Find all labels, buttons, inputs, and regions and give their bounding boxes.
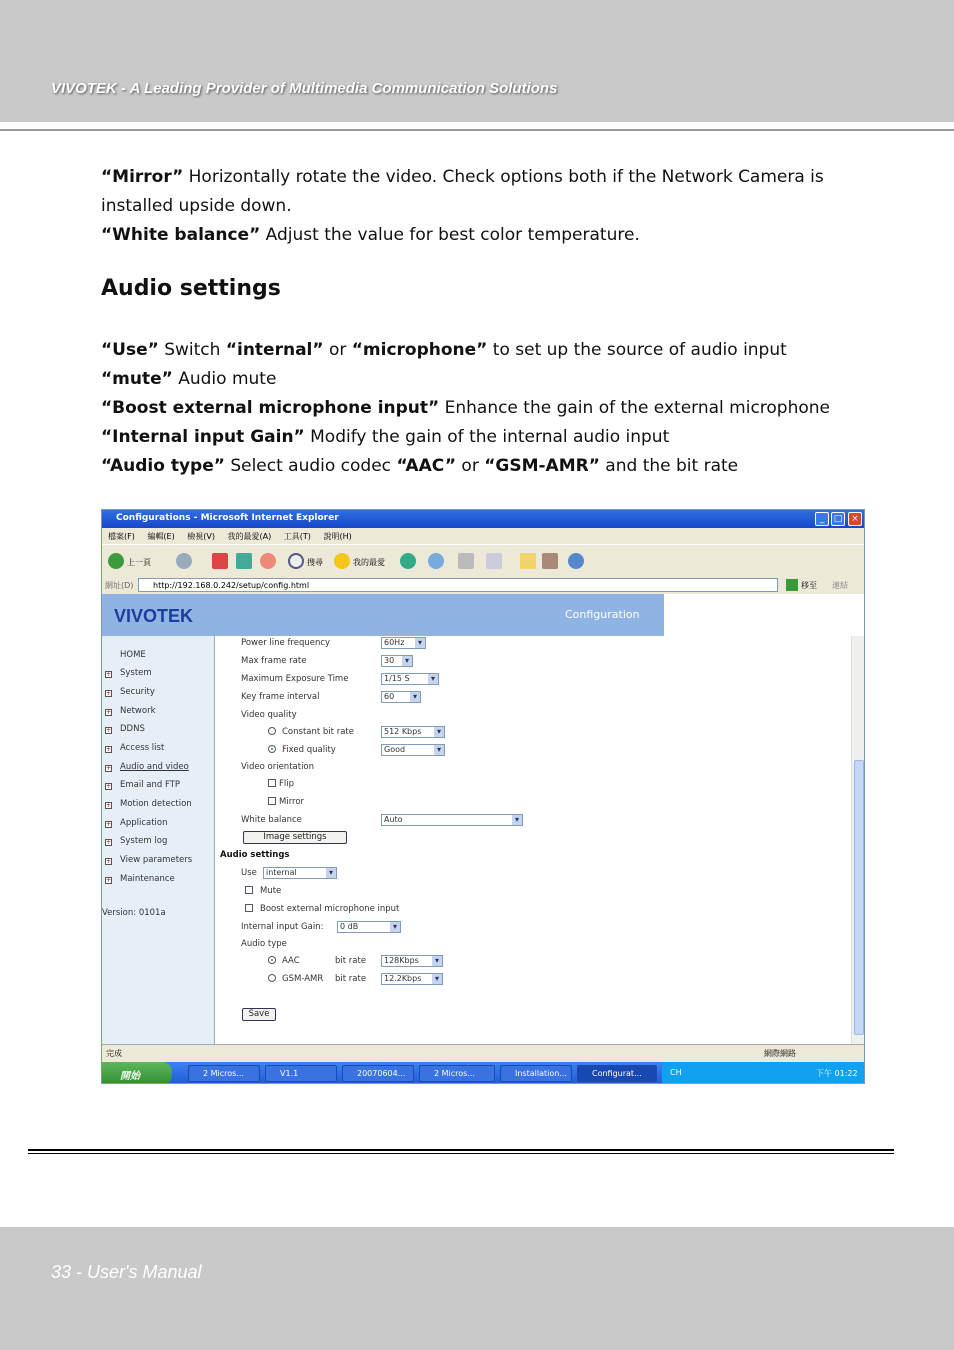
footer-page-label: 33 - User's Manual — [51, 1262, 202, 1282]
close-button[interactable]: × — [848, 512, 862, 526]
messenger-icon[interactable] — [568, 553, 584, 569]
mail-icon[interactable] — [428, 553, 444, 569]
mirror-whitebalance-text — [101, 163, 871, 250]
nav-motion[interactable]: Motion detection — [120, 799, 192, 809]
status-bar — [102, 1044, 865, 1062]
nav-network[interactable]: Network — [120, 706, 156, 716]
section-heading: Audio settings — [101, 276, 281, 301]
nav-access-list[interactable]: Access list — [120, 743, 165, 753]
term-boost: “Boost external microphone input” — [101, 398, 440, 418]
term-gain: “Internal input Gain” — [101, 427, 305, 447]
text-use-2: or — [323, 340, 352, 360]
menu-help[interactable]: 說明(H) — [323, 532, 352, 541]
nav-ddns[interactable]: DDNS — [120, 724, 145, 734]
term-internal: “internal” — [225, 340, 324, 360]
go-label[interactable]: 移至 — [801, 581, 817, 590]
flip-checkbox[interactable] — [268, 779, 276, 787]
taskbar — [102, 1062, 865, 1084]
power-line-label: Power line frequency — [241, 638, 331, 648]
print-icon[interactable] — [458, 553, 474, 569]
nav-audio-video[interactable]: Audio and video — [120, 762, 189, 772]
video-quality-label: Video quality — [241, 710, 297, 720]
flip-label: Flip — [279, 779, 295, 789]
forward-arrow-icon[interactable] — [176, 553, 192, 569]
window-title: Configurations - Microsoft Internet Explorer — [116, 513, 339, 523]
term-use: “Use” — [101, 340, 159, 360]
fixed-quality-label: Fixed quality — [282, 745, 336, 755]
config-title: Configuration — [565, 608, 640, 621]
menu-tools[interactable]: 工具(T) — [283, 532, 311, 541]
edit-icon[interactable] — [486, 553, 502, 569]
menu-view[interactable]: 檢視(V) — [187, 532, 215, 541]
mirror-label: Mirror — [279, 797, 305, 807]
task-button[interactable]: 20070604... — [342, 1065, 414, 1082]
task-button[interactable]: V1.1 — [265, 1065, 337, 1082]
desc-gain: Modify the gain of the internal audio input — [304, 427, 670, 447]
max-frame-select[interactable]: 30 ▾ — [381, 655, 413, 667]
gsm-amr-label: GSM-AMR — [282, 974, 324, 984]
desc-boost: Enhance the gain of the external microphone — [439, 398, 831, 418]
nav-application[interactable]: Application — [120, 818, 168, 828]
address-label: 網址(D) — [105, 581, 134, 590]
menu-edit[interactable]: 編輯(E) — [147, 532, 175, 541]
home-icon[interactable] — [260, 553, 276, 569]
term-mute: “mute” — [101, 369, 173, 389]
browser-toolbar — [102, 544, 865, 576]
status-done: 完成 — [106, 1049, 122, 1058]
aac-bitrate-label: bit rate — [335, 956, 367, 966]
footer-rule — [28, 1149, 894, 1151]
expand-icon[interactable]: + — [106, 783, 112, 790]
nav-email-ftp[interactable]: Email and FTP — [120, 780, 181, 790]
text-atype-2: or — [456, 456, 485, 476]
save-button[interactable]: Save — [242, 1008, 276, 1021]
desc-white-balance: Adjust the value for best color temperature. — [260, 225, 640, 245]
expand-icon[interactable]: + — [106, 746, 112, 753]
status-zone: 網際網路 — [764, 1049, 796, 1058]
start-button[interactable]: 開始 — [102, 1062, 172, 1084]
page-banner — [102, 594, 664, 636]
orientation-label: Video orientation — [241, 762, 315, 772]
header-divider-line — [0, 129, 954, 131]
browser-screenshot — [101, 509, 865, 1084]
cbr-select[interactable]: 512 Kbps ▾ — [381, 726, 445, 738]
gsm-bitrate-select[interactable]: 12.2Kbps ▾ — [381, 973, 443, 985]
fixed-quality-select[interactable]: Good ▾ — [381, 744, 445, 756]
header-divider — [0, 122, 954, 124]
expand-icon[interactable]: + — [106, 709, 112, 716]
gain-label: Internal input Gain: — [241, 922, 324, 932]
gsm-amr-radio[interactable] — [268, 974, 276, 982]
use-label: Use — [241, 868, 257, 878]
expand-icon[interactable]: + — [106, 765, 112, 772]
go-arrow-icon[interactable] — [786, 579, 798, 591]
term-white-balance: “White balance” — [101, 225, 261, 245]
term-audio-type: “Audio type” — [101, 456, 225, 476]
favorites-label[interactable]: 我的最愛 — [353, 558, 385, 567]
settings-form — [215, 636, 851, 1044]
nav-security[interactable]: Security — [120, 687, 155, 697]
task-button[interactable]: 2 Micros... — [188, 1065, 260, 1082]
expand-icon[interactable]: + — [106, 858, 112, 865]
back-arrow-icon[interactable] — [108, 553, 124, 569]
desc-mirror: Horizontally rotate the video. Check options both if the Network Camera is installed upside down. — [101, 167, 824, 216]
config-page — [102, 594, 865, 1044]
folder-icon[interactable] — [520, 553, 536, 569]
expand-icon[interactable]: + — [106, 821, 112, 828]
cbr-radio[interactable] — [268, 727, 276, 735]
white-balance-select[interactable]: Auto ▾ — [381, 814, 523, 826]
left-nav — [102, 636, 215, 1044]
expand-icon[interactable]: + — [106, 877, 112, 884]
window-titlebar — [102, 510, 865, 528]
menu-bar — [102, 528, 865, 544]
version-text: Version: 0101a — [102, 908, 166, 918]
mirror-checkbox[interactable] — [268, 797, 276, 805]
text-atype-3: and the bit rate — [599, 456, 739, 476]
expand-icon[interactable]: + — [106, 839, 112, 846]
max-exposure-select[interactable]: 1/15 S ▾ — [381, 673, 439, 685]
mute-label: Mute — [260, 886, 282, 896]
nav-system[interactable]: System — [120, 668, 152, 678]
maximize-button[interactable]: □ — [831, 512, 845, 526]
desc-mute: Audio mute — [172, 369, 277, 389]
stop-icon[interactable] — [212, 553, 228, 569]
term-aac: “AAC” — [396, 456, 457, 476]
term-gsm-amr: “GSM-AMR” — [484, 456, 600, 476]
nav-system-log[interactable]: System log — [120, 836, 168, 846]
image-settings-button[interactable]: Image settings — [243, 831, 347, 844]
text-use-3: to set up the source of audio input — [487, 340, 787, 360]
history-icon[interactable] — [400, 553, 416, 569]
cbr-label: Constant bit rate — [282, 727, 354, 737]
search-icon[interactable] — [288, 553, 304, 569]
menu-favorites[interactable]: 我的最愛(A) — [227, 532, 272, 541]
white-balance-label: White balance — [241, 815, 302, 825]
task-button[interactable]: Installation... — [500, 1065, 572, 1082]
key-frame-label: Key frame interval — [241, 692, 320, 702]
links-label[interactable]: 連結 — [832, 581, 848, 590]
gsm-bitrate-label: bit rate — [335, 974, 367, 984]
clock: 下午 01:22 — [816, 1069, 858, 1078]
audio-settings-label: Audio settings — [220, 850, 290, 860]
page-header — [0, 0, 954, 122]
footer-rule-thin — [28, 1153, 894, 1154]
max-frame-label: Max frame rate — [241, 656, 307, 666]
aac-radio[interactable] — [268, 956, 276, 964]
scrollbar-thumb[interactable] — [854, 760, 864, 1035]
search-label[interactable]: 搜尋 — [307, 558, 323, 567]
expand-icon[interactable]: + — [106, 727, 112, 734]
vivotek-logo: VIVOTEK — [114, 606, 194, 626]
header-title: VIVOTEK - A Leading Provider of Multimedia Communication Solutions — [51, 80, 558, 97]
expand-icon[interactable]: + — [106, 671, 112, 678]
expand-icon[interactable]: + — [106, 690, 112, 697]
aac-bitrate-select[interactable]: 128Kbps ▾ — [381, 955, 443, 967]
text-atype-1: Select audio codec — [224, 456, 397, 476]
page-footer — [0, 1227, 954, 1350]
fixed-quality-radio[interactable] — [268, 745, 276, 753]
audio-settings-text — [101, 336, 871, 481]
key-frame-select[interactable]: 60 ▾ — [381, 691, 421, 703]
mute-checkbox[interactable] — [245, 886, 253, 894]
page-scrollbar[interactable] — [851, 636, 865, 1044]
address-bar — [102, 576, 865, 594]
menu-file[interactable]: 檔案(F) — [108, 532, 135, 541]
boost-label: Boost external microphone input — [260, 904, 400, 914]
nav-view-parameters[interactable]: View parameters — [120, 855, 193, 865]
use-select[interactable]: internal ▾ — [263, 867, 337, 879]
star-icon[interactable] — [334, 553, 350, 569]
max-exposure-label: Maximum Exposure Time — [241, 674, 349, 684]
term-microphone: “microphone” — [351, 340, 488, 360]
address-value: http://192.168.0.242/setup/config.html — [153, 581, 310, 590]
address-input[interactable] — [138, 578, 778, 592]
back-label[interactable]: 上一頁 — [127, 558, 151, 567]
nav-maintenance[interactable]: Maintenance — [120, 874, 175, 884]
boost-checkbox[interactable] — [245, 904, 253, 912]
task-button[interactable]: 2 Micros... — [419, 1065, 495, 1082]
language-indicator[interactable]: CH — [670, 1068, 682, 1077]
audio-type-label: Audio type — [241, 939, 287, 949]
nav-home[interactable]: HOME — [120, 650, 146, 660]
refresh-icon[interactable] — [236, 553, 252, 569]
term-mirror: “Mirror” — [101, 167, 184, 187]
notes-icon[interactable] — [542, 553, 558, 569]
gain-select[interactable]: 0 dB ▾ — [337, 921, 401, 933]
aac-label: AAC — [282, 956, 300, 966]
power-line-select[interactable]: 60Hz ▾ — [381, 637, 426, 649]
task-button-active[interactable]: Configurat... — [577, 1065, 657, 1082]
text-use-1: Switch — [158, 340, 226, 360]
expand-icon[interactable]: + — [106, 802, 112, 809]
system-tray — [662, 1062, 865, 1084]
minimize-button[interactable]: _ — [815, 512, 829, 526]
